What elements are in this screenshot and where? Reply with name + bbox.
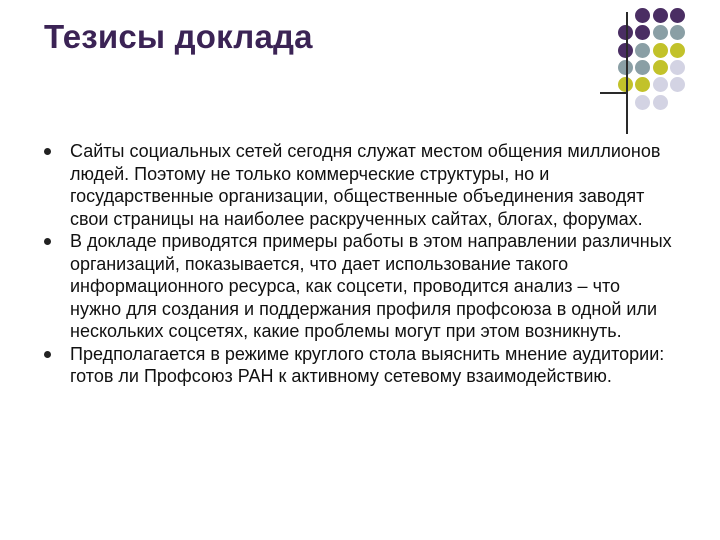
bullet-text: В докладе приводятся примеры работы в этом направлении различных организаций, показывается, что дает использование такого информационного ресурса, как соцсети, проводится анализ – что нужно для создания и поддержания профиля профсоюза в одной или нескольких соцсетях, какие проблемы могут при этом возникнуть. bbox=[70, 231, 672, 341]
ornament-dot bbox=[635, 95, 650, 110]
vertical-divider bbox=[626, 12, 628, 134]
bullet-item bbox=[44, 343, 674, 388]
ornament-dot bbox=[653, 8, 668, 23]
bullet-dot-icon bbox=[44, 351, 51, 358]
ornament-dot bbox=[653, 25, 668, 40]
bullet-item bbox=[44, 140, 674, 230]
bullet-text: Сайты социальных сетей сегодня служат местом общения миллионов людей. Поэтому не только коммерческие структуры, но и государственные организации, общественные объединения заводят свои страницы на наиболее раскрученных сайтах, блогах, форумах. bbox=[70, 141, 661, 229]
slide-title: Тезисы доклада bbox=[44, 18, 313, 55]
ornament-dot bbox=[670, 43, 685, 58]
bullet-list bbox=[44, 140, 674, 388]
horizontal-divider bbox=[600, 92, 628, 94]
ornament-dot bbox=[635, 43, 650, 58]
dot-grid-ornament-icon bbox=[0, 0, 720, 140]
bullet-text: Предполагается в режиме круглого стола выяснить мнение аудитории: готов ли Профсоюз РАН к активному сетевому взаимодействию. bbox=[70, 343, 665, 386]
ornament-dot bbox=[670, 77, 685, 92]
ornament-dot bbox=[653, 60, 668, 75]
ornament-dot bbox=[670, 25, 685, 40]
bullet-item bbox=[44, 230, 674, 343]
ornament-dot bbox=[635, 60, 650, 75]
bullet-dot-icon bbox=[44, 148, 51, 155]
ornament-dot bbox=[653, 77, 668, 92]
bullet-dot-icon bbox=[44, 238, 51, 245]
ornament-dot bbox=[670, 8, 685, 23]
ornament-dot bbox=[635, 8, 650, 23]
ornament-dot bbox=[670, 60, 685, 75]
ornament-dot bbox=[635, 25, 650, 40]
ornament-dot bbox=[653, 43, 668, 58]
ornament-dot bbox=[653, 95, 668, 110]
ornament-dot bbox=[635, 77, 650, 92]
